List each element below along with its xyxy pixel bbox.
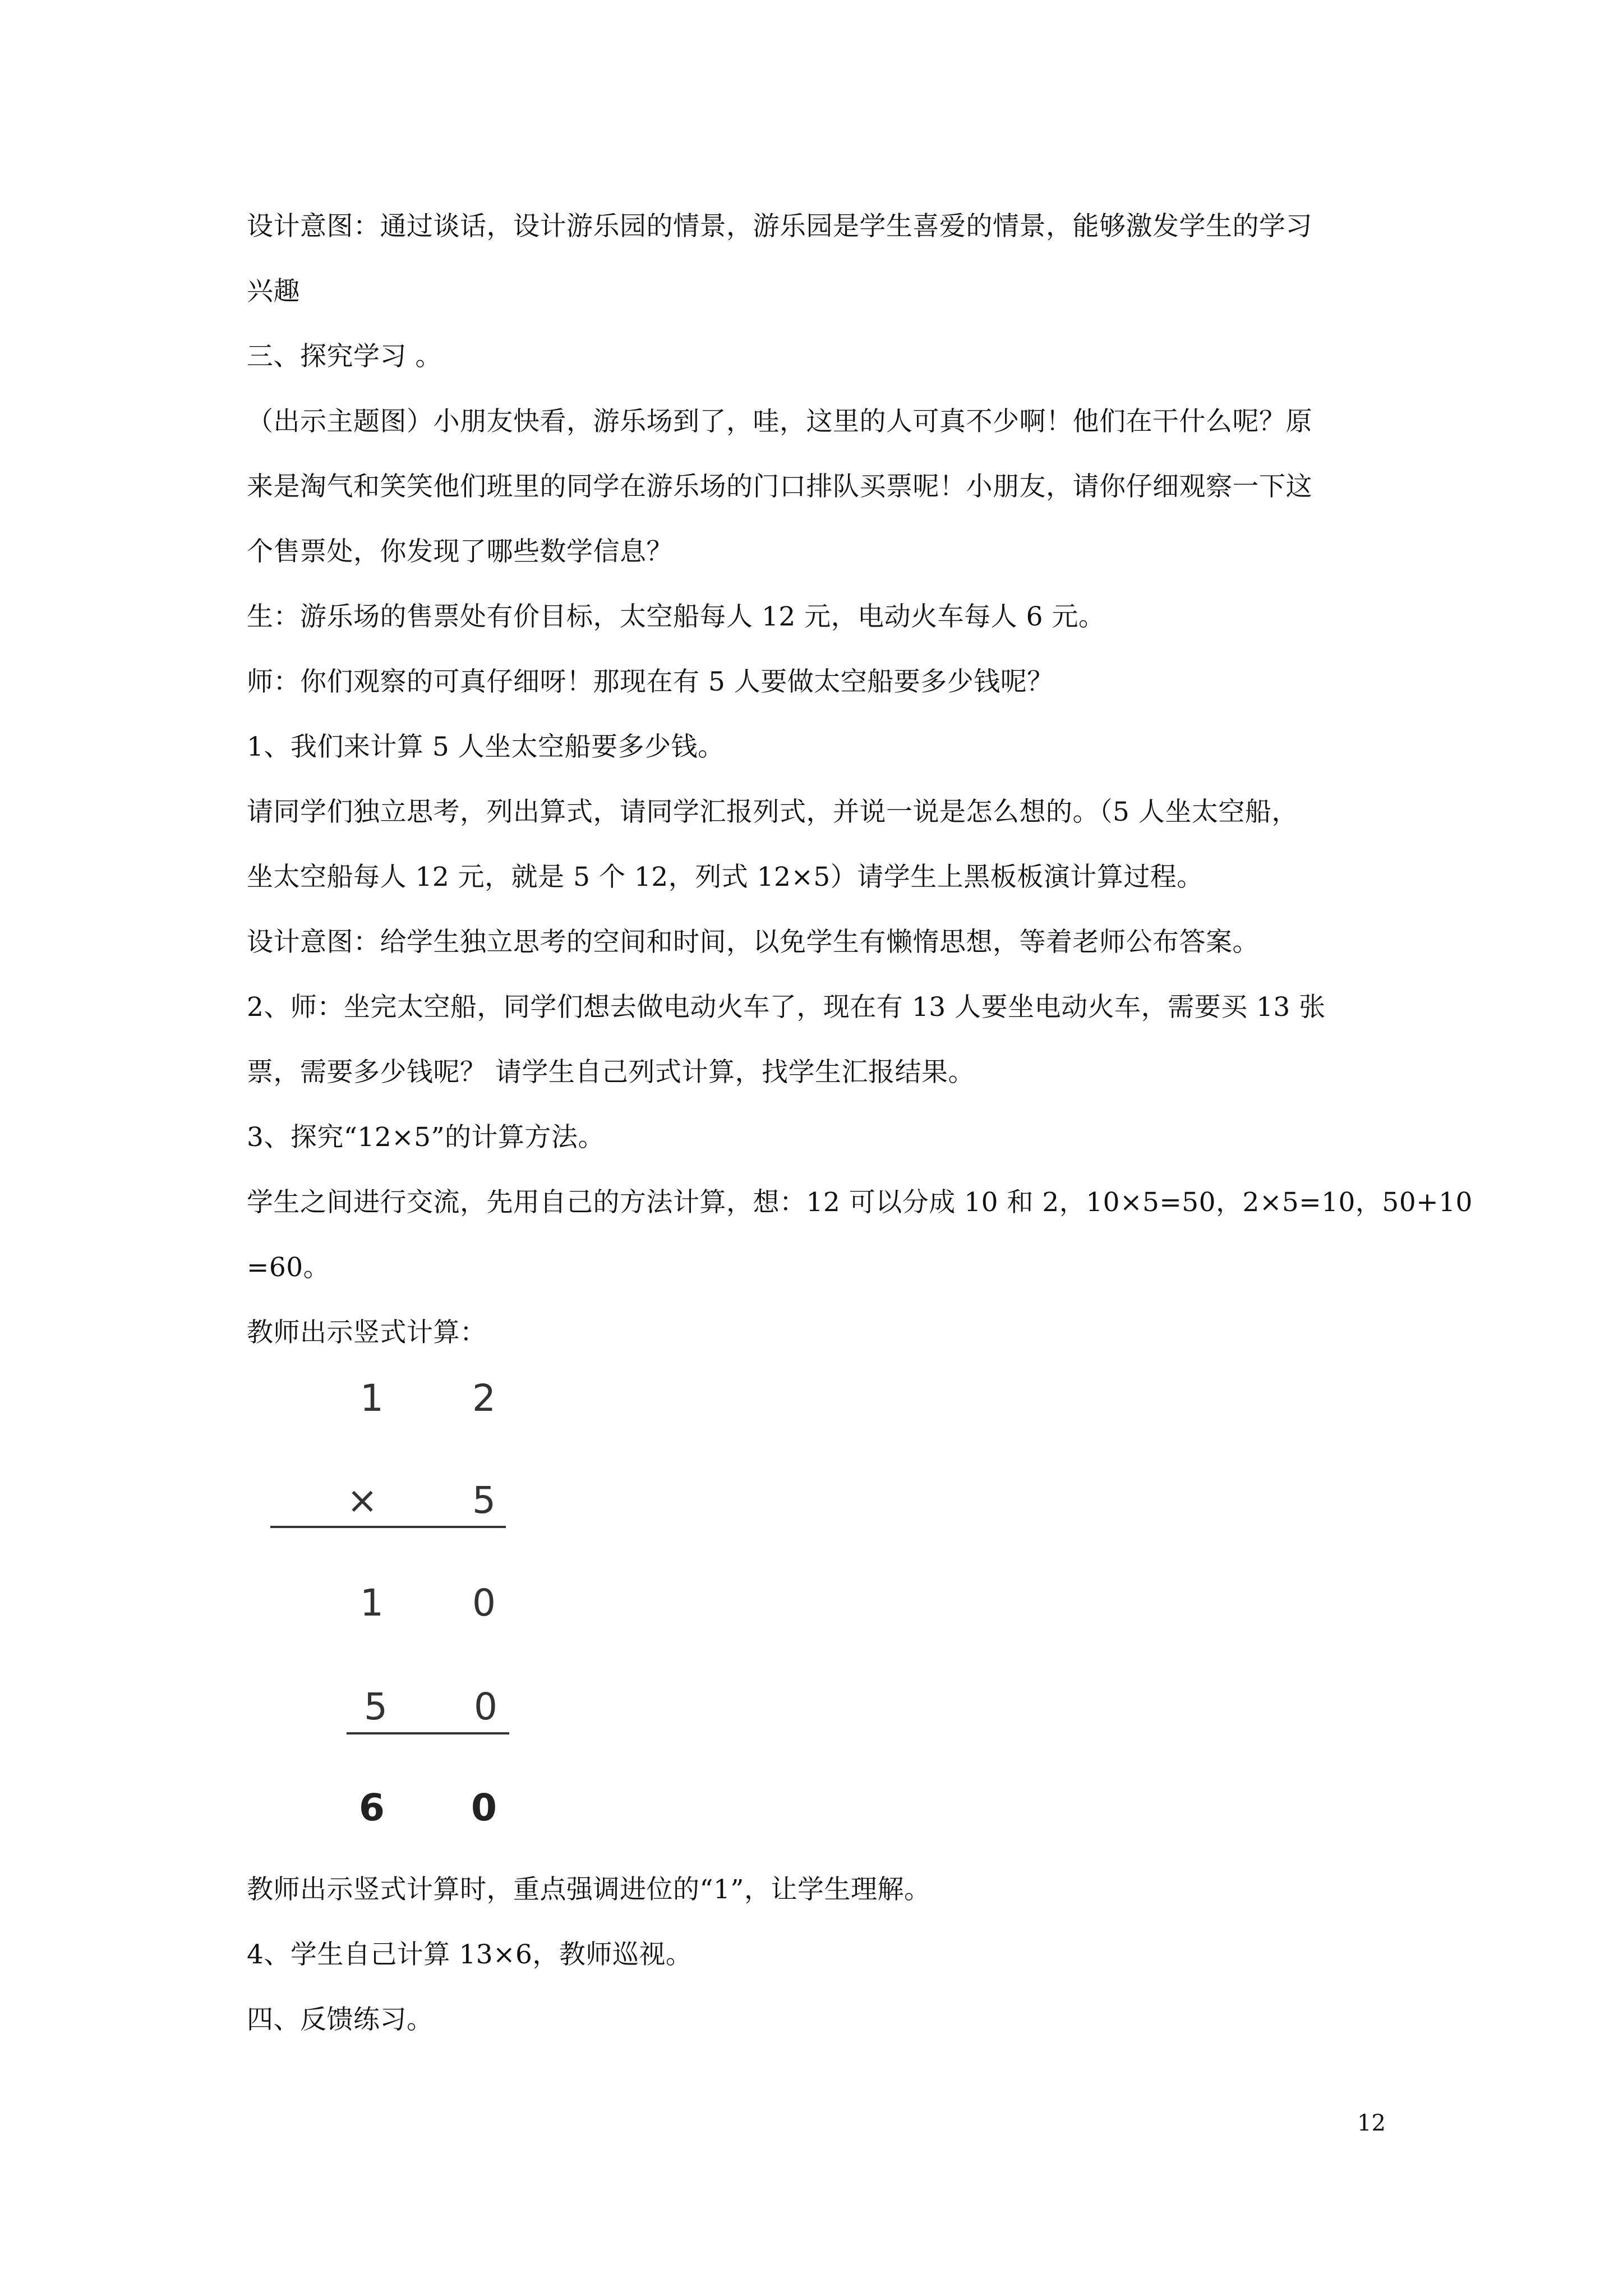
- student-exchange-paragraph-line-2: =60。: [247, 1252, 330, 1283]
- theme-picture-paragraph-line-2: 来是淘气和笑笑他们班里的同学在游乐场的门口排队买票呢！小朋友，请你仔细观察一下这: [247, 471, 1312, 502]
- calc-multiply-sign: ×: [347, 1479, 378, 1522]
- independent-thinking-paragraph-line-1: 请同学们独立思考，列出算式，请同学汇报列式，并说一说是怎么想的。（5 人坐太空船，: [247, 797, 1298, 827]
- independent-thinking-paragraph-line-2: 坐太空船每人 12 元，就是 5 个 12，列式 12×5）请学生上黑板板演计算过程。: [247, 862, 1204, 892]
- calc-row3-ones-digit: 0: [472, 1581, 496, 1625]
- theme-picture-paragraph-line-3: 个售票处，你发现了哪些数学信息？: [247, 536, 673, 567]
- section-heading-feedback-practice: 四、反馈练习。: [247, 2004, 434, 2035]
- student-exchange-paragraph-line-1: 学生之间进行交流，先用自己的方法计算，想：12 可以分成 10 和 2，10×5=50，2×5=10，50+10: [247, 1187, 1473, 1218]
- calc-row4-ones-digit: 0: [474, 1685, 497, 1728]
- step-1-paragraph: 1、我们来计算 5 人坐太空船要多少钱。: [247, 731, 725, 762]
- design-intent-2-paragraph: 设计意图：给学生独立思考的空间和时间，以免学生有懒惰思想，等着老师公布答案。: [247, 927, 1259, 958]
- calc-row3-tens-digit: 1: [360, 1581, 384, 1625]
- calc-second-rule: [347, 1732, 509, 1734]
- teacher-question-paragraph: 师：你们观察的可真仔细呀！那现在有 5 人要做太空船要多少钱呢？: [247, 666, 1054, 697]
- calc-result-ones-digit: 0: [471, 1786, 497, 1829]
- emphasize-carry-paragraph: 教师出示竖式计算时，重点强调进位的“1”，让学生理解。: [247, 1874, 931, 1905]
- step-3-paragraph: 3、探究“12×5”的计算方法。: [247, 1122, 605, 1153]
- theme-picture-paragraph-line-1: （出示主题图）小朋友快看，游乐场到了，哇，这里的人可真不少啊！他们在干什么呢？原: [247, 406, 1312, 437]
- page-number: 12: [1357, 2110, 1386, 2136]
- design-intent-paragraph-line-2: 兴趣: [247, 276, 300, 307]
- calc-row1-ones-digit: 2: [472, 1377, 496, 1420]
- calc-row4-tens-digit: 5: [364, 1685, 388, 1728]
- step-2-paragraph-line-1: 2、师：坐完太空船，同学们想去做电动火车了，现在有 13 人要坐电动火车，需要买 13 张: [247, 992, 1326, 1023]
- step-2-paragraph-line-2: 票，需要多少钱呢？ 请学生自己列式计算，找学生汇报结果。: [247, 1057, 975, 1088]
- vertical-multiplication: [247, 1346, 538, 1862]
- teacher-shows-vertical-calc-paragraph: 教师出示竖式计算：: [247, 1317, 487, 1348]
- calc-first-rule: [270, 1526, 506, 1528]
- calc-result-tens-digit: 6: [359, 1786, 385, 1829]
- calc-row1-tens-digit: 1: [360, 1377, 384, 1420]
- section-heading-explore: 三、探究学习 。: [247, 341, 442, 372]
- step-4-paragraph: 4、学生自己计算 13×6，教师巡视。: [247, 1939, 693, 1970]
- calc-row2-ones-digit: 5: [472, 1479, 496, 1522]
- student-answer-paragraph: 生：游乐场的售票处有价目标，太空船每人 12 元，电动火车每人 6 元。: [247, 601, 1105, 632]
- design-intent-paragraph-line-1: 设计意图：通过谈话，设计游乐园的情景，游乐园是学生喜爱的情景，能够激发学生的学习: [247, 211, 1312, 242]
